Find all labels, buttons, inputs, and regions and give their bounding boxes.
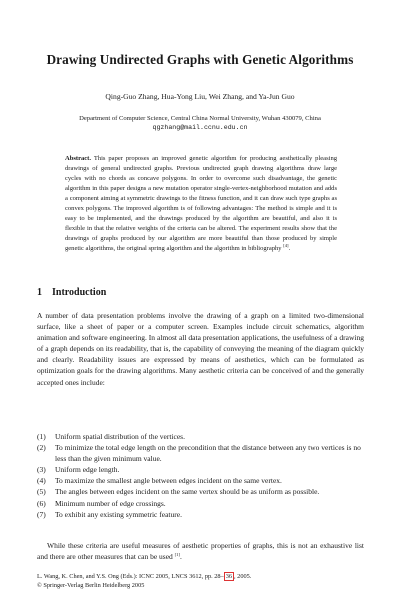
list-item-text: Minimum number of edge crossings.: [55, 498, 166, 508]
list-item-number: (3): [37, 465, 46, 475]
closing-paragraph: [37, 540, 364, 562]
list-item: [37, 486, 364, 497]
list-item: [37, 475, 364, 486]
list-item-number: (5): [37, 487, 46, 497]
closing-end: .: [180, 552, 182, 562]
page-link[interactable]: 36: [225, 573, 233, 580]
affiliation: Department of Computer Science, Central China Normal University, Wuhan 430079, China: [79, 115, 321, 122]
list-item: [37, 498, 364, 509]
citation-line: [37, 573, 251, 582]
abstract-text: This paper proposes an improved genetic algorithm for producing aesthetically pleasing drawings of general undirected graphs. Previous undirected graph drawing algorithms draw large cycles with no chords as concave polygons. In order to overcome such disadvantage, the genetic algorithm in this paper designs a new mutation operator single-vertex-neighborhood mutation and adds a component aiming at symmetric drawings to the fitness function, and it can draw such type graphs as convex polygons. The improved algorithm is of following advantages: The method is simple and it is easy to be implemented, and the drawings produced by the algorithm are beautiful, and also it is flexible in that the relative weights of the criteria can be altered. The experiment results show that the drawings of graphs produced by our algorithm are more beautiful than those produced by simple genetic algorithms, the original spring algorithm and the algorithm in bibliography: [65, 155, 337, 252]
author-list: Qing-Guo Zhang, Hua-Yong Liu, Wei Zhang, and Ya-Jun Guo: [105, 92, 295, 101]
list-item-text: The angles between edges incident on the same vertex should be as uniform as possible.: [55, 487, 320, 497]
list-item-text: Uniform spatial distribution of the vertices.: [55, 432, 185, 441]
citation-prefix: L. Wang, K. Chen, and Y.S. Ong (Eds.): ICNC 2005, LNCS 3612, pp. 28–: [37, 573, 224, 580]
list-item-number: (2): [37, 443, 46, 453]
list-item: [37, 509, 364, 520]
citation-suffix: , 2005.: [234, 573, 252, 580]
list-item-number: (1): [37, 432, 46, 441]
abstract-citation[interactable]: [4]: [283, 242, 289, 248]
list-item-text: To minimize the total edge length on the precondition that the distance between any two vertices is no less than the given minimum value.: [55, 443, 361, 464]
abstract: [65, 154, 337, 254]
criteria-list: [37, 431, 364, 520]
closing-citation[interactable]: [1]: [174, 552, 181, 558]
list-item: [37, 464, 364, 475]
list-item-number: (4): [37, 476, 46, 486]
list-item-number: (7): [37, 509, 46, 519]
list-item-text: To exhibit any existing symmetric feature.: [55, 509, 182, 519]
section-title: Introduction: [52, 287, 107, 298]
closing-paragraph-text: While these criteria are useful measures of aesthetic properties of graphs, this is not an exhaustive list and there are other measures that can be used: [37, 541, 364, 562]
list-item-number: (6): [37, 498, 46, 508]
page-footer: [37, 573, 251, 590]
section-number: 1: [37, 287, 42, 298]
paper-title: Drawing Undirected Graphs with Genetic Algorithms: [46, 52, 354, 67]
list-item: [37, 442, 364, 464]
abstract-end: .: [288, 244, 291, 252]
intro-paragraph: A number of data presentation problems involve the drawing of a graph on a limited two-dimensional surface, like a sheet of paper or a computer screen. Examples include circuit schematics, algorithm animation and software engineering. In almost all data presentation applications, the usefulness of a drawing of a graph depends on its readability, that is, the capability of conveying the meaning of the diagram quickly and clearly. Readability issues are expressed by means of aesthetics, which can be formulated as optimization goals for the drawing algorithms. Many aesthetic criteria can be conceived of and the generally accepted ones include:: [37, 311, 364, 387]
list-item-text: Uniform edge length.: [55, 465, 120, 475]
contact-email[interactable]: qgzhang@mail.ccnu.edu.cn: [152, 124, 248, 131]
copyright-line: © Springer-Verlag Berlin Heidelberg 2005: [37, 581, 145, 589]
list-item-text: To maximize the smallest angle between edges incident on the same vertex.: [55, 476, 282, 486]
section-heading: [37, 287, 106, 298]
list-item: [37, 431, 364, 442]
abstract-label: Abstract.: [65, 155, 91, 162]
